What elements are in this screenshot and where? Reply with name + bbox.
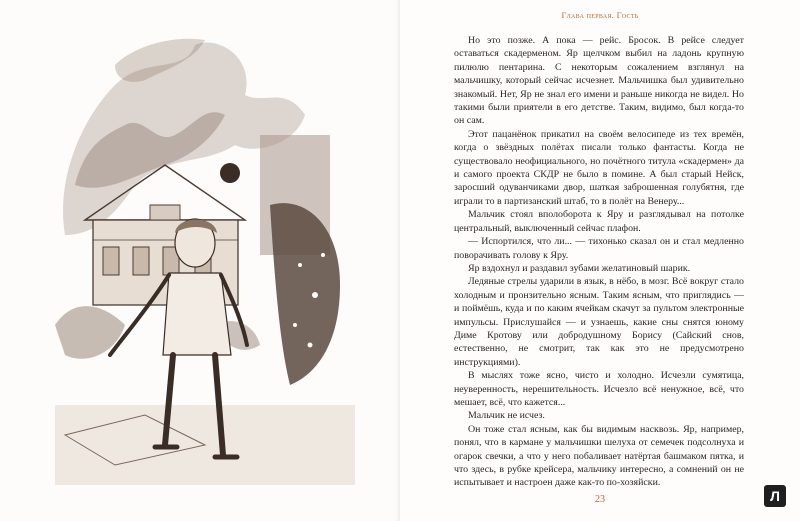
paragraph: — Испортился, что ли... — тихонько сказал он и стал медленно поворачивать голову к Яру.	[454, 236, 744, 261]
boy-illustration	[55, 25, 355, 485]
running-head: Глава первая. Гость	[561, 10, 639, 20]
paragraph: Он тоже стал ясным, как бы видимым насквозь. Яр, например, понял, что в кармане у мальчишки шелуха от семечек подсолнуха и огарок свечки, а что у него побаливает натёртая башмаком пятка, и что здесь, в рубке крейсера, мальчику интересно, а сомнений он не испытывает и настроен даже как-то по-хозяйски.	[454, 423, 744, 489]
paragraph: Но это позже. А пока — рейс. Бросок. В рейсе следует оставаться скадерменом. Яр щелчком выбил на ладонь крупную пилюлю пентарина. С некоторым сожалением взглянул на мальчишку, который сейчас исчезнет. Мальчишка был удивительно знакомый. Нет, Яр не знал его имени и раньше никогда не видел. Но такими были приятели в его детстве. Таким, видимо, был когда-то он сам.	[454, 35, 744, 127]
paragraph: В мыслях тоже ясно, чисто и холодно. Исчезли сумятица, неуверенность, нерешительность. Исчезло всё ненужное, всё, что мешает, всё, что кажется...	[454, 370, 744, 408]
paragraph: Яр вздохнул и раздавил зубами желатиновый шарик.	[468, 262, 691, 274]
paragraph: Мальчик стоял вполоборота к Яру и разглядывал на потолке центральный, выключенный сейчас плафон.	[454, 209, 744, 234]
page-number: 23	[595, 494, 605, 505]
body-text	[454, 34, 744, 490]
paragraph: Ледяные стрелы ударили в язык, в нёбо, в мозг. Всё вокруг стало холодным и пронзительно ясным. Таким ясным, что приглядись — и поймёшь, куда и по каким ячейкам скачут за пультом электронные импульсы. Прислушайся — и узнаешь, какие сны снятся юному Диме Кротову или добродушному Борису (Сайский снов, естественно, не смотрит, так как это не предусмотрено инструкциями).	[454, 276, 744, 368]
litres-logo-icon: Л	[764, 485, 786, 507]
right-page	[400, 0, 800, 521]
paragraph: Этот пацанёнок прикатил на своём велосипеде из тех времён, когда о звёздных полётах писали только фантасты. Когда не существовало неофициального, но почётного титула «скадермен» да и самого проекта СКДР не было в помине. А был старый Нейск, заросший одуванчиками двор, шаткая заброшенная голубятня, где играли то в партизанский штаб, то в полёт на Венеру...	[454, 128, 744, 207]
paragraph: Мальчик не исчез.	[468, 410, 545, 422]
